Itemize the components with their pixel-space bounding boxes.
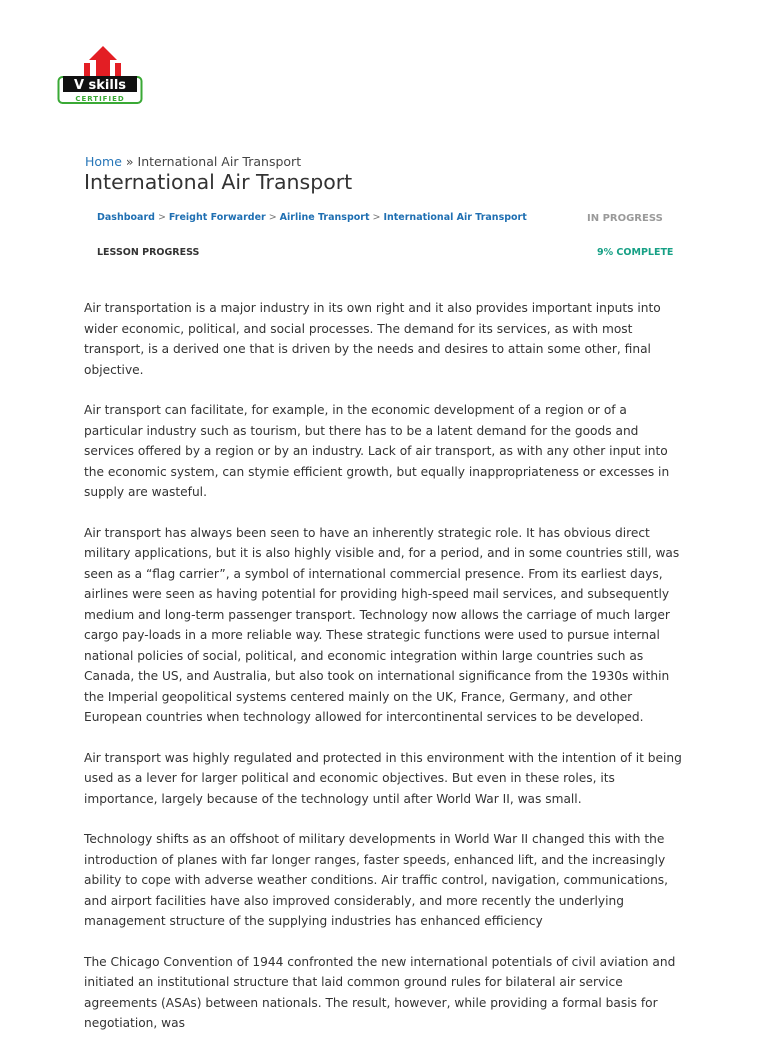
logo-subtext: CERTIFIED [75,95,125,103]
course-breadcrumb-separator: > [157,212,166,223]
course-breadcrumb-freight-forwarder[interactable]: Freight Forwarder [168,212,266,223]
vskills-logo[interactable] [57,46,143,106]
course-breadcrumb-dashboard[interactable]: Dashboard [97,212,155,223]
logo-text: V skills [73,78,127,93]
content-paragraph: Technology shifts as an offshoot of military developments in World War II changed this with the introduction of planes with far longer ranges, faster speeds, enhanced lift, and the increasingly ability to cope with adverse weather conditions. Air traffic control, navigation, communications, and airport facilities have also improved considerably, and more recently the underlying management structure of the supplying industries has enhanced efficiency [84,832,669,928]
content-paragraph: Air transport has always been seen to have an inherently strategic role. It has obvious direct military applications, but it is also highly visible and, for a period, and in some countries still, was seen as a “flag carrier”, a symbol of international commercial presence. From its earliest days, airlines were seen as having potential for providing high-speed mail services, and subsequently medium and long-term passenger transport. Technology now allows the carriage of much larger cargo pay-loads in a more reliable way. These strategic functions were used to pursue internal national policies of social, political, and economic integration within large countries such as Canada, the US, and Australia, but also took on international significance from the 1930s within the Imperial geopolitical systems centered mainly on the UK, France, Germany, and other European countries when technology allowed for intercontinental services to be developed. [84,525,680,724]
vskills-logo-graphic [57,46,143,106]
content-paragraph: The Chicago Convention of 1944 confronted the new international potentials of civil aviation and initiated an institutional structure that laid common ground rules for bilateral air service agreements (ASAs) between nationals. The result, however, while providing a formal basis for negotiation, was [84,954,676,1030]
lesson-content [84,298,682,1054]
content-paragraph: Air transportation is a major industry in its own right and it also provides important inputs into wider economic, political, and social processes. The demand for its services, as with most transport, is a derived one that is driven by the needs and desires to attain some other, final objective. [84,301,661,377]
breadcrumb-home-link[interactable]: Home [85,154,122,169]
course-breadcrumb-international-air-transport[interactable]: International Air Transport [383,212,527,223]
course-breadcrumb-airline-transport[interactable]: Airline Transport [279,212,370,223]
page-title: International Air Transport [84,170,353,194]
lesson-progress-label: LESSON PROGRESS [97,247,200,258]
course-breadcrumb-separator: > [268,212,277,223]
content-paragraph: Air transport was highly regulated and protected in this environment with the intention of it being used as a lever for larger political and economic objectives. But even in these roles, its importance, largely because of the technology until after World War II, was small. [84,750,682,806]
lesson-progress-percent: 9% COMPLETE [597,247,674,258]
status-badge: IN PROGRESS [587,213,663,224]
course-breadcrumb-separator: > [372,212,381,223]
content-paragraph: Air transport can facilitate, for example, in the economic development of a region or of a particular industry such as tourism, but there has to be a latent demand for the goods and services offered by a region or by an industry. Lack of air transport, as with any other input into the economic system, can stymie efficient growth, but equally inappropriateness or excesses in supply are wasteful. [84,403,670,499]
breadcrumb [85,154,301,169]
breadcrumb-separator: » [125,154,134,169]
course-breadcrumb [97,212,527,223]
breadcrumb-current: International Air Transport [137,154,302,169]
